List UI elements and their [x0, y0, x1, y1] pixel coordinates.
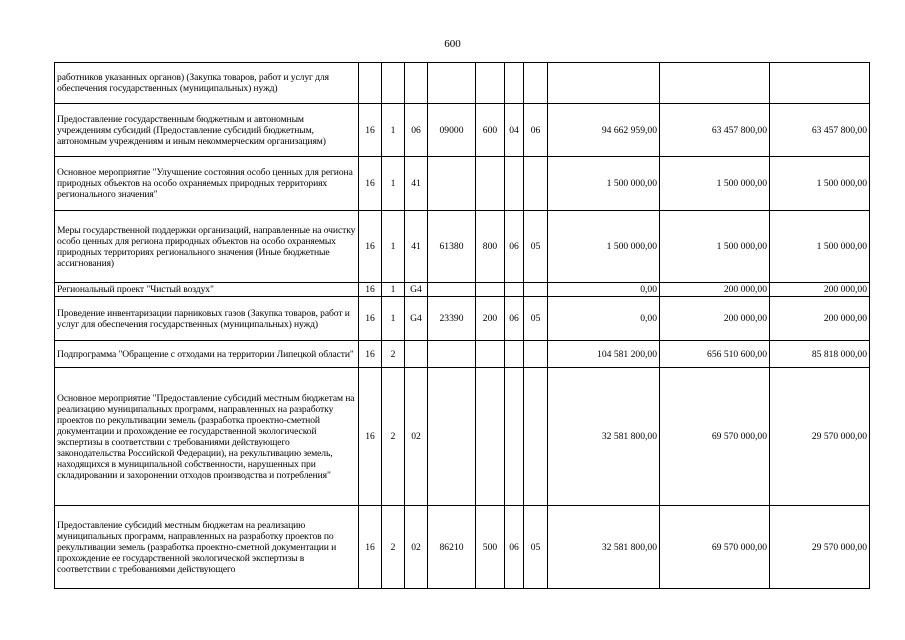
- amount-year-3: 200 000,00: [770, 283, 870, 297]
- row-name: работников указанных органов) (Закупка товаров, работ и услуг для обеспечения государственных (муниципальных) нужд): [55, 63, 359, 104]
- page-number: 600: [444, 38, 461, 50]
- amount-year-3: 29 570 000,00: [770, 506, 870, 589]
- code-section: [505, 341, 524, 368]
- code-subprogram: 02: [405, 368, 428, 506]
- code-program: 1: [382, 283, 405, 297]
- amount-year-1: 94 662 959,00: [548, 104, 660, 157]
- code-section: [505, 157, 524, 211]
- amount-year-2: 656 510 600,00: [660, 341, 770, 368]
- code-subprogram: G4: [405, 283, 428, 297]
- code-direction: 23390: [428, 297, 476, 341]
- code-direction: [428, 368, 476, 506]
- amount-year-2: 1 500 000,00: [660, 211, 770, 283]
- code-subprogram: [405, 341, 428, 368]
- code-subprogram: 06: [405, 104, 428, 157]
- amount-year-1: 104 581 200,00: [548, 341, 660, 368]
- amount-year-3: 85 818 000,00: [770, 341, 870, 368]
- code-program: 2: [382, 368, 405, 506]
- amount-year-3: 63 457 800,00: [770, 104, 870, 157]
- amount-year-2: 69 570 000,00: [660, 368, 770, 506]
- table-row: [55, 157, 870, 211]
- row-name: Меры государственной поддержки организаций, направленные на очистку особо ценных для региона природных объектов на особо охраняемых природных территориях регионального значения (Иные бюджетные ассигнования): [55, 211, 359, 283]
- code-program: 1: [382, 157, 405, 211]
- table-row: [55, 63, 870, 104]
- code-section: 06: [505, 506, 524, 589]
- amount-year-2: 69 570 000,00: [660, 506, 770, 589]
- table-row: [55, 211, 870, 283]
- code-admin: 16: [359, 368, 382, 506]
- amount-year-3: 1 500 000,00: [770, 211, 870, 283]
- code-expense-type: [476, 341, 505, 368]
- code-direction: [428, 341, 476, 368]
- code-program: 1: [382, 297, 405, 341]
- code-subprogram: 02: [405, 506, 428, 589]
- row-name: Основное мероприятие "Предоставление субсидий местным бюджетам на реализацию муниципальных программ, направленных на разработку проектов по рекультивации земель (разработка проектно-сметной документации и прохождение ее государственной экологической экспертизы в соответствии с требованиями действующего законодательства Российской Федерации), на рекультивацию земель, находящихся в муниципальной собственности, нарушенных при складировании и захоронении отходов производства и потребления": [55, 368, 359, 506]
- table-row: [55, 297, 870, 341]
- code-admin: 16: [359, 157, 382, 211]
- row-name: Подпрограмма "Обращение с отходами на территории Липецкой области": [55, 341, 359, 368]
- code-direction: 09000: [428, 104, 476, 157]
- code-section: [505, 63, 524, 104]
- code-section: 06: [505, 211, 524, 283]
- amount-year-3: 1 500 000,00: [770, 157, 870, 211]
- amount-year-1: 0,00: [548, 283, 660, 297]
- amount-year-1: 32 581 800,00: [548, 506, 660, 589]
- code-subsection: [524, 283, 548, 297]
- amount-year-2: 1 500 000,00: [660, 157, 770, 211]
- code-subsection: 06: [524, 104, 548, 157]
- code-program: 1: [382, 104, 405, 157]
- code-subprogram: G4: [405, 297, 428, 341]
- amount-year-2: 200 000,00: [660, 283, 770, 297]
- code-expense-type: 600: [476, 104, 505, 157]
- row-name: Основное мероприятие "Улучшение состояния особо ценных для региона природных объектов на особо охраняемых природных территориях регионального значения": [55, 157, 359, 211]
- amount-year-3: 29 570 000,00: [770, 368, 870, 506]
- table-row: [55, 104, 870, 157]
- code-subsection: 05: [524, 297, 548, 341]
- row-name: Предоставление субсидий местным бюджетам на реализацию муниципальных программ, направленных на разработку проектов по рекультивации земель (разработка проектно-сметной документации и прохождение ее государственной экологической экспертизы в соответствии с требованиями действующего: [55, 506, 359, 589]
- code-subprogram: 41: [405, 211, 428, 283]
- code-program: 1: [382, 211, 405, 283]
- code-section: 04: [505, 104, 524, 157]
- amount-year-2: [660, 63, 770, 104]
- code-subsection: 05: [524, 506, 548, 589]
- amount-year-1: 32 581 800,00: [548, 368, 660, 506]
- code-expense-type: [476, 157, 505, 211]
- code-admin: 16: [359, 211, 382, 283]
- code-program: 2: [382, 341, 405, 368]
- code-program: [382, 63, 405, 104]
- code-direction: [428, 63, 476, 104]
- code-program: 2: [382, 506, 405, 589]
- budget-table: [54, 62, 870, 589]
- code-expense-type: [476, 63, 505, 104]
- amount-year-1: 1 500 000,00: [548, 211, 660, 283]
- code-admin: [359, 63, 382, 104]
- code-admin: 16: [359, 297, 382, 341]
- amount-year-1: 1 500 000,00: [548, 157, 660, 211]
- code-subprogram: [405, 63, 428, 104]
- amount-year-2: 200 000,00: [660, 297, 770, 341]
- amount-year-3: [770, 63, 870, 104]
- row-name: Региональный проект "Чистый воздух": [55, 283, 359, 297]
- table-row: [55, 506, 870, 589]
- code-expense-type: [476, 368, 505, 506]
- table-row: [55, 341, 870, 368]
- code-subsection: 05: [524, 211, 548, 283]
- code-section: 06: [505, 297, 524, 341]
- code-section: [505, 368, 524, 506]
- code-expense-type: [476, 283, 505, 297]
- code-admin: 16: [359, 506, 382, 589]
- amount-year-3: 200 000,00: [770, 297, 870, 341]
- row-name: Предоставление государственным бюджетным и автономным учреждениям субсидий (Предоставление субсидий бюджетным, автономным учреждениям и иным некоммерческим организациям): [55, 104, 359, 157]
- code-expense-type: 500: [476, 506, 505, 589]
- amount-year-2: 63 457 800,00: [660, 104, 770, 157]
- code-section: [505, 283, 524, 297]
- code-admin: 16: [359, 283, 382, 297]
- row-name: Проведение инвентаризации парниковых газов (Закупка товаров, работ и услуг для обеспечения государственных (муниципальных) нужд): [55, 297, 359, 341]
- code-subsection: [524, 63, 548, 104]
- table-row: [55, 283, 870, 297]
- code-admin: 16: [359, 341, 382, 368]
- code-direction: 86210: [428, 506, 476, 589]
- code-expense-type: 800: [476, 211, 505, 283]
- code-direction: [428, 157, 476, 211]
- amount-year-1: [548, 63, 660, 104]
- code-subsection: [524, 341, 548, 368]
- code-subsection: [524, 368, 548, 506]
- amount-year-1: 0,00: [548, 297, 660, 341]
- code-direction: [428, 283, 476, 297]
- code-direction: 61380: [428, 211, 476, 283]
- code-expense-type: 200: [476, 297, 505, 341]
- code-subprogram: 41: [405, 157, 428, 211]
- code-admin: 16: [359, 104, 382, 157]
- code-subsection: [524, 157, 548, 211]
- table-row: [55, 368, 870, 506]
